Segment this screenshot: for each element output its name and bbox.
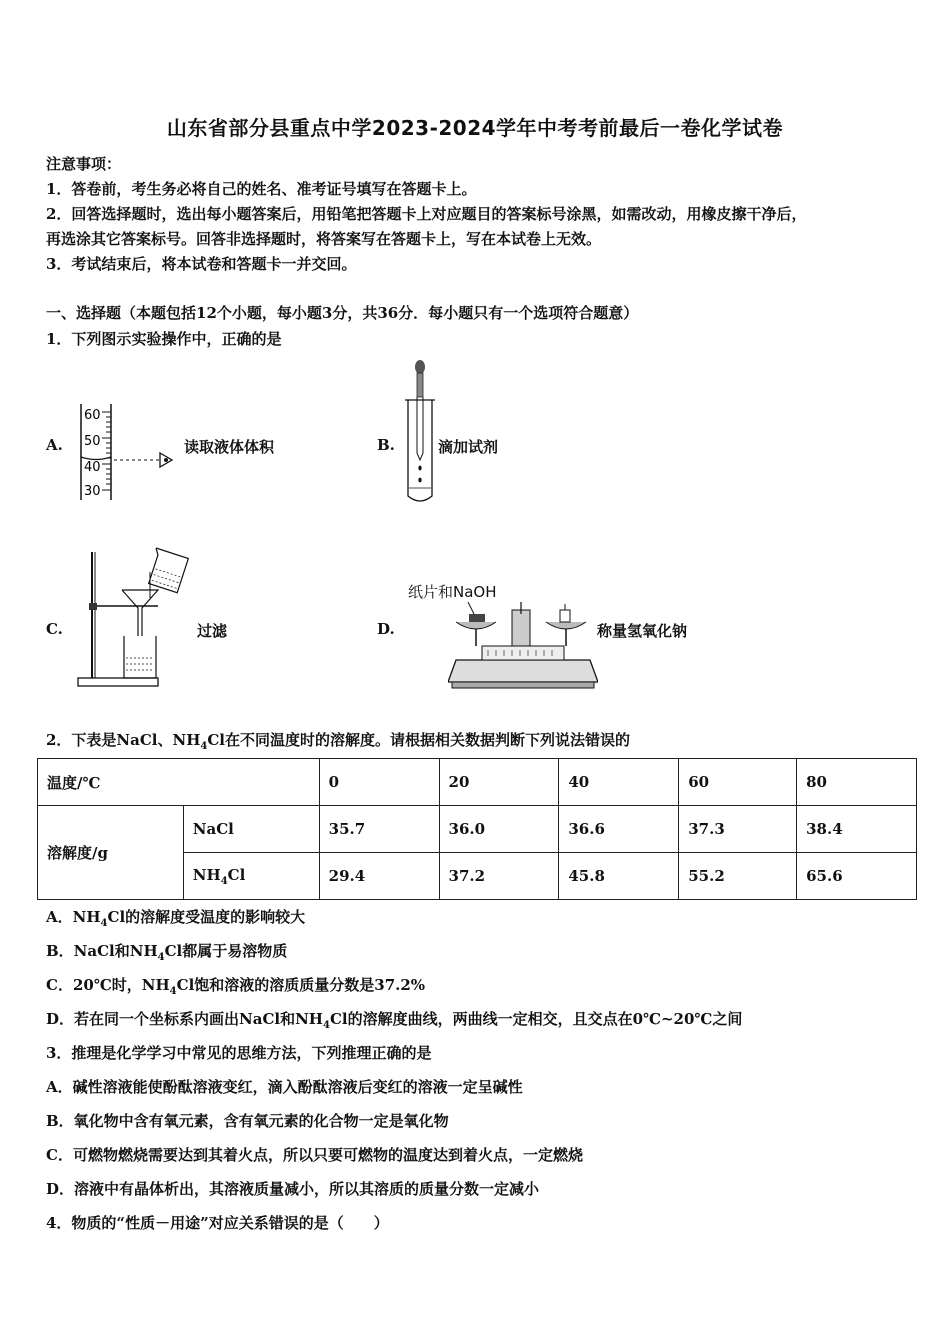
section-heading: 一、选择题（本题包括12个小题，每小题3分，共36分．每小题只有一个选项符合题意） — [46, 304, 639, 322]
cylinder-mark: 50 — [84, 434, 101, 449]
q3-option-a: A．碱性溶液能使酚酞溶液变红，滴入酚酞溶液后变红的溶液一定呈碱性 — [46, 1078, 523, 1096]
notice-item: 1．答卷前，考生务必将自己的姓名、准考证号填写在答题卡上。 — [46, 180, 477, 198]
q1-option-a-letter: A. — [46, 436, 63, 454]
q1-option-a-label: 读取液体体积 — [184, 438, 275, 456]
q1-option-c-letter: C. — [46, 620, 63, 638]
table-cell: 29.4 — [319, 853, 439, 900]
table-row — [38, 759, 917, 806]
table-row-label: NaCl — [183, 806, 319, 853]
q1-option-b-label: 滴加试剂 — [438, 438, 499, 456]
table-row — [38, 806, 917, 853]
q1-option-d-label: 称量氢氧化钠 — [597, 622, 688, 640]
table-cell: 45.8 — [559, 853, 679, 900]
table-cell: 38.4 — [797, 806, 917, 853]
q3-option-c: C．可燃物燃烧需要达到其着火点，所以只要可燃物的温度达到着火点，一定燃烧 — [46, 1146, 583, 1164]
cylinder-mark: 30 — [84, 484, 101, 499]
q4-stem: 4．物质的“性质－用途”对应关系错误的是（ ） — [46, 1214, 389, 1232]
notice-item: 2．回答选择题时，选出每小题答案后，用铅笔把答题卡上对应题目的答案标号涂黑，如需改动，用橡皮擦干净后， — [46, 205, 807, 223]
q2-option-a: A．$NH_4Cl$的溶解度受温度的影响较大 — [46, 908, 306, 929]
table-cell: 36.0 — [439, 806, 559, 853]
table-cell: 37.3 — [679, 806, 797, 853]
table-header-cell: 80 — [797, 759, 917, 806]
table-row-label: 溶解度/g — [38, 806, 184, 900]
page-title: 山东省部分县重点中学2023-2024学年中考考前最后一卷化学试卷 — [166, 116, 784, 140]
q2-option-b: B．NaCl和$NH_4Cl$都属于易溶物质 — [46, 942, 288, 963]
table-row-label: $NH_4Cl$ — [183, 853, 319, 900]
filtration-figure — [74, 544, 204, 690]
q3-option-d: D．溶液中有晶体析出，其溶液质量减小，所以其溶质的质量分数一定减小 — [46, 1180, 540, 1198]
notice-item: 3．考试结束后，将本试卷和答题卡一并交回。 — [46, 255, 357, 273]
cylinder-mark: 40 — [84, 460, 101, 475]
q2-stem: 2．下表是NaCl、$NH_4Cl$在不同温度时的溶解度。请根据相关数据判断下列说法错误的 — [46, 731, 630, 752]
table-header-cell: 温度/℃ — [38, 759, 320, 806]
q3-option-b: B．氧化物中含有氧元素，含有氧元素的化合物一定是氧化物 — [46, 1112, 449, 1130]
balance-figure — [448, 600, 598, 692]
q3-stem: 3．推理是化学学习中常见的思维方法，下列推理正确的是 — [46, 1044, 432, 1062]
q1-option-c-label: 过滤 — [197, 622, 228, 640]
table-cell: 65.6 — [797, 853, 917, 900]
solubility-table — [37, 758, 917, 900]
notice-item: 再选涂其它答案标号。回答非选择题时，将答案写在答题卡上，写在本试卷上无效。 — [46, 230, 602, 248]
cylinder-mark: 60 — [84, 408, 101, 423]
table-header-cell: 20 — [439, 759, 559, 806]
table-header-cell: 40 — [559, 759, 679, 806]
graduated-cylinder-figure — [76, 400, 180, 504]
q2-option-c: C．20℃时，$NH_4Cl$饱和溶液的溶质质量分数是37.2% — [46, 976, 426, 997]
notice-heading: 注意事项： — [46, 155, 122, 173]
q1-stem: 1．下列图示实验操作中，正确的是 — [46, 330, 282, 348]
table-cell: 35.7 — [319, 806, 439, 853]
q1-option-d-letter: D. — [377, 620, 395, 638]
table-header-cell: 0 — [319, 759, 439, 806]
table-cell: 37.2 — [439, 853, 559, 900]
table-cell: 36.6 — [559, 806, 679, 853]
table-header-cell: 60 — [679, 759, 797, 806]
balance-annotation: 纸片和NaOH — [408, 583, 497, 601]
q1-option-b-letter: B. — [377, 436, 395, 454]
table-cell: 55.2 — [679, 853, 797, 900]
q2-option-d: D．若在同一个坐标系内画出NaCl和$NH_4Cl$的溶解度曲线，两曲线一定相交，且交点在0℃~20℃之间 — [46, 1010, 743, 1031]
dropper-test-tube-figure — [400, 358, 440, 508]
